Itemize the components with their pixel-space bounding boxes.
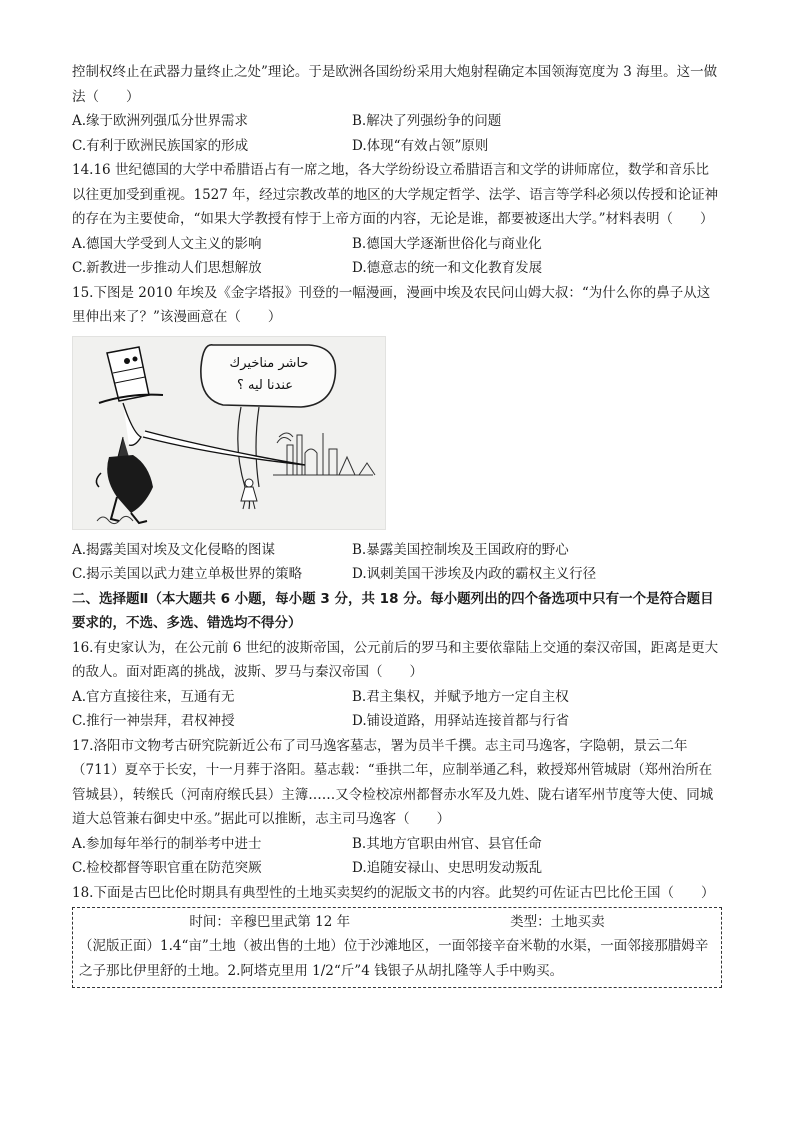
q13-option-d: D.体现“有效占领”原则 [352, 137, 489, 154]
contract-meta [79, 910, 715, 934]
q14-option-a: A.德国大学受到人文主义的影响 [72, 235, 262, 252]
q16-option-b: B.君主集权，并赋予地方一定自主权 [352, 688, 569, 705]
q14-option-d: D.德意志的统一和文化教育发展 [352, 260, 543, 276]
q17-option-a: A.参加每年举行的制举考中进士 [72, 835, 262, 852]
section-2-title: 二、选择题Ⅱ（本大题共 6 小题，每小题 3 分，共 18 分。每小题列出的四个备选项中只有一个是符合题目要求的，不选、多选、错选均不得分） [72, 590, 714, 631]
q13-option-c: C.有利于欧洲民族国家的形成 [72, 137, 249, 154]
q15-stem: 15.下图是 2010 年埃及《金字塔报》刊登的一幅漫画，漫画中埃及农民问山姆大叔：“为什么你的鼻子从这里伸出来了？”该漫画意在（ ） [72, 284, 711, 325]
q13-options [72, 109, 722, 158]
q17-stem: 17.洛阳市文物考古研究院新近公布了司马逸客墓志，署为员半千撰。志主司马逸客，字隐朝，景云二年（711）夏卒于长安，十一月葬于洛阳。墓志载：“垂拱二年，应制举通乙科，敕授郑州管城尉（郑州治所在管城县），转缑氏（河南府缑氏县）主簿……又令检校凉州都督赤水军及九姓、陇右诸军州节度等大使、同城道大总管兼右御史中丞。”据此可以推断，志主司马逸客（ ） [72, 737, 714, 827]
q18-stem: 18.下面是古巴比伦时期具有典型性的土地买卖契约的泥版文书的内容。此契约可佐证古巴比伦王国（ ） [72, 884, 715, 901]
q17-option-b: B.其地方官职由州官、县官任命 [352, 835, 542, 852]
q16-option-d: D.铺设道路，用驿站连接首都与行省 [352, 713, 570, 729]
q15-option-a: A.揭露美国对埃及文化侵略的图谋 [72, 541, 276, 558]
q15-option-c: C.揭示美国以武力建立单极世界的策略 [72, 566, 303, 582]
q14-option-b: B.德国大学逐渐世俗化与商业化 [352, 235, 542, 252]
q16-stem: 16.有史家认为，在公元前 6 世纪的波斯帝国，公元前后的罗马和主要依靠陆上交通的秦汉帝国，距离是更大的敌人。面对距离的挑战，波斯、罗马与秦汉帝国（ ） [72, 639, 719, 680]
contract-time: 时间：辛穆巴里武第 12 年 [189, 914, 351, 930]
bubble-text-2: عندنا ليه ؟ [236, 377, 294, 393]
bubble-text-1: حاشر مناخيرك [229, 355, 309, 371]
q14-option-c: C.新教进一步推动人们思想解放 [72, 260, 262, 276]
q16-option-a: A.官方直接往来，互通有无 [72, 688, 235, 705]
q13-option-a: A.缘于欧洲列强瓜分世界需求 [72, 113, 249, 129]
q15-options [72, 538, 722, 587]
q16-option-c: C.推行一神崇拜，君权神授 [72, 713, 235, 729]
q17-option-d: D.追随安禄山、史思明发动叛乱 [352, 860, 543, 876]
q16-options [72, 685, 722, 734]
q14-stem: 14.16 世纪德国的大学中希腊语占有一席之地，各大学纷纷设立希腊语言和文学的讲师席位，数学和音乐比以往更加受到重视。1527 年，经过宗教改革的地区的大学规定哲学、法学、语言等学科必须以传授和论证神的存在为主要使命，“如果大学教授有悖于上帝方面的内容，无论是谁，都要被逐出大学。”材料表明（ ） [72, 162, 719, 227]
q17-options [72, 832, 722, 881]
contract-type: 类型：土地买卖 [510, 914, 605, 930]
contract-box [72, 907, 722, 988]
q13-stem: 控制权终止在武器力量终止之处”理论。于是欧洲各国纷纷采用大炮射程确定本国领海宽度为 3 海里。这一做法（ ） [72, 64, 718, 105]
exam-page [72, 60, 722, 988]
q15-option-d: D.讽刺美国干涉埃及内政的霸权主义行径 [352, 566, 597, 582]
q15-option-b: B.暴露美国控制埃及王国政府的野心 [352, 541, 569, 558]
cartoon-drawing [73, 337, 385, 529]
cartoon-image [72, 336, 386, 530]
q14-options [72, 232, 722, 281]
q17-option-c: C.检校都督等职官重在防范突厥 [72, 860, 262, 876]
contract-body: （泥版正面）1.4“亩”土地（被出售的土地）位于沙滩地区，一面邻接辛奋米勒的水渠，一面邻接那腊姆辛之子那比伊里舒的土地。2.阿塔克里用 1/2“斤”4 钱银子从胡扎隆等人手中购买。 [79, 938, 709, 979]
q13-option-b: B.解决了列强纷争的问题 [352, 113, 502, 129]
